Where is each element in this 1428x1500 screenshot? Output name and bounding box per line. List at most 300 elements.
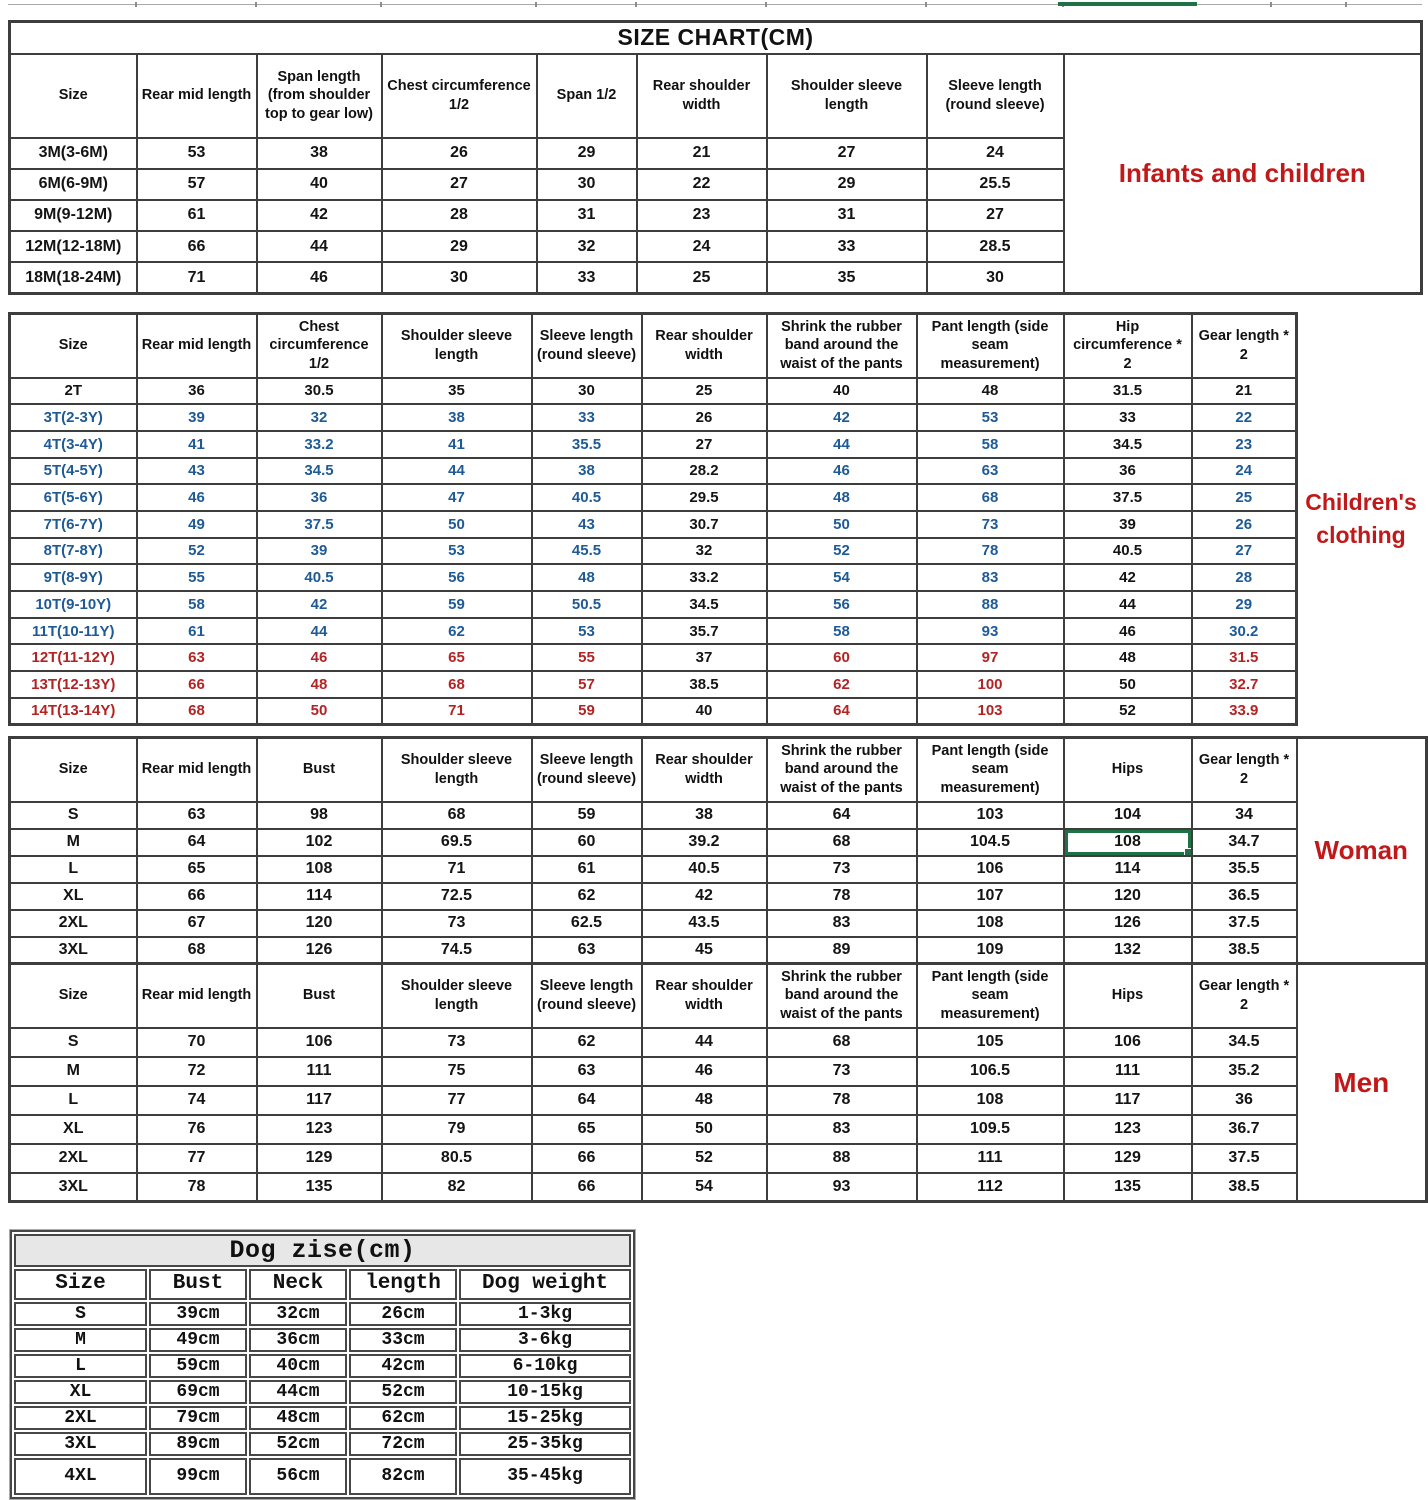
size-cell: 3M(3-6M) xyxy=(10,138,137,169)
value-cell: 79cm xyxy=(149,1406,247,1430)
value-cell: 21 xyxy=(1192,378,1297,405)
value-cell: 35-45kg xyxy=(459,1458,631,1495)
value-cell: 46 xyxy=(1064,618,1192,645)
header-row xyxy=(10,314,1297,378)
value-cell: 15-25kg xyxy=(459,1406,631,1430)
value-cell: 83 xyxy=(767,1115,917,1144)
value-cell: 63 xyxy=(532,937,642,964)
size-cell: 2XL xyxy=(10,1144,137,1173)
size-cell: 8T(7-8Y) xyxy=(10,538,137,565)
value-cell: 114 xyxy=(1064,856,1192,883)
value-cell: 106 xyxy=(917,856,1064,883)
value-cell: 53 xyxy=(532,618,642,645)
title-row xyxy=(14,1234,631,1267)
value-cell: 50 xyxy=(257,698,382,725)
size-cell: 4XL xyxy=(14,1458,147,1495)
value-cell: 29.5 xyxy=(642,484,767,511)
value-cell: 78 xyxy=(767,1086,917,1115)
value-cell: 63 xyxy=(137,644,257,671)
gridline-tick xyxy=(255,2,257,7)
size-cell: M xyxy=(10,829,137,856)
value-cell: 37.5 xyxy=(1192,910,1297,937)
header-cell: Rear shoulder width xyxy=(642,314,767,378)
value-cell: 60 xyxy=(532,829,642,856)
value-cell: 62 xyxy=(767,671,917,698)
value-cell: 106 xyxy=(1064,1028,1192,1057)
header-cell: length xyxy=(349,1269,457,1300)
header-cell: Shrink the rubber band around the waist of the pants xyxy=(767,738,917,802)
table-row xyxy=(14,1406,631,1430)
value-cell: 62cm xyxy=(349,1406,457,1430)
value-cell: 52cm xyxy=(249,1432,347,1456)
value-cell: 78 xyxy=(767,883,917,910)
value-cell: 80.5 xyxy=(382,1144,532,1173)
value-cell: 106 xyxy=(257,1028,382,1057)
value-cell: 47 xyxy=(382,484,532,511)
value-cell: 123 xyxy=(257,1115,382,1144)
table-row xyxy=(14,1302,631,1326)
value-cell: 50 xyxy=(642,1115,767,1144)
value-cell: 40.5 xyxy=(257,564,382,591)
value-cell: 62 xyxy=(382,618,532,645)
table-row xyxy=(10,856,1427,883)
value-cell: 1-3kg xyxy=(459,1302,631,1326)
size-cell: 2XL xyxy=(14,1406,147,1430)
value-cell: 56 xyxy=(767,591,917,618)
table-row xyxy=(10,671,1297,698)
header-cell: Rear mid length xyxy=(137,314,257,378)
header-cell: Sleeve length (round sleeve) xyxy=(532,964,642,1028)
gridline-tick xyxy=(535,2,537,7)
table-row xyxy=(10,1057,1427,1086)
value-cell: 42 xyxy=(642,883,767,910)
size-cell: 12M(12-18M) xyxy=(10,231,137,262)
header-cell: Shoulder sleeve length xyxy=(382,964,532,1028)
size-cell: XL xyxy=(10,1115,137,1144)
value-cell: 46 xyxy=(642,1057,767,1086)
value-cell: 41 xyxy=(137,431,257,458)
value-cell: 70 xyxy=(137,1028,257,1057)
gridline-tick xyxy=(1270,2,1272,7)
value-cell: 108 xyxy=(917,1086,1064,1115)
value-cell: 38.5 xyxy=(1192,937,1297,964)
value-cell: 46 xyxy=(137,484,257,511)
selected-cell: 108 xyxy=(1064,829,1192,856)
value-cell: 88 xyxy=(917,591,1064,618)
value-cell: 27 xyxy=(1192,538,1297,565)
value-cell: 30 xyxy=(382,262,537,293)
value-cell: 89 xyxy=(767,937,917,964)
value-cell: 25-35kg xyxy=(459,1432,631,1456)
value-cell: 44 xyxy=(1064,591,1192,618)
value-cell: 68 xyxy=(382,802,532,829)
value-cell: 59 xyxy=(532,698,642,725)
size-cell: 6T(5-6Y) xyxy=(10,484,137,511)
value-cell: 52 xyxy=(767,538,917,565)
value-cell: 73 xyxy=(767,856,917,883)
value-cell: 72 xyxy=(137,1057,257,1086)
size-cell: 18M(18-24M) xyxy=(10,262,137,293)
value-cell: 65 xyxy=(382,644,532,671)
value-cell: 3-6kg xyxy=(459,1328,631,1352)
value-cell: 48cm xyxy=(249,1406,347,1430)
table-row xyxy=(10,458,1297,485)
value-cell: 30.5 xyxy=(257,378,382,405)
value-cell: 22 xyxy=(1192,404,1297,431)
value-cell: 129 xyxy=(257,1144,382,1173)
header-cell: Pant length (side seam measurement) xyxy=(917,314,1064,378)
header-cell: Rear shoulder width xyxy=(642,964,767,1028)
value-cell: 29 xyxy=(1192,591,1297,618)
value-cell: 40 xyxy=(767,378,917,405)
value-cell: 49cm xyxy=(149,1328,247,1352)
value-cell: 104 xyxy=(1064,802,1192,829)
value-cell: 42 xyxy=(257,200,382,231)
table-row xyxy=(14,1432,631,1456)
header-cell: Rear mid length xyxy=(137,54,257,138)
value-cell: 32 xyxy=(537,231,637,262)
size-cell: XL xyxy=(10,883,137,910)
value-cell: 88 xyxy=(767,1144,917,1173)
infants-section-label: Infants and children xyxy=(1064,54,1422,294)
value-cell: 83 xyxy=(917,564,1064,591)
value-cell: 68 xyxy=(767,829,917,856)
value-cell: 59cm xyxy=(149,1354,247,1378)
size-cell: 6M(6-9M) xyxy=(10,169,137,200)
value-cell: 48 xyxy=(917,378,1064,405)
value-cell: 26 xyxy=(1192,511,1297,538)
header-cell: Span length (from shoulder top to gear low) xyxy=(257,54,382,138)
value-cell: 42cm xyxy=(349,1354,457,1378)
value-cell: 25 xyxy=(642,378,767,405)
header-row xyxy=(10,738,1427,802)
value-cell: 31.5 xyxy=(1064,378,1192,405)
value-cell: 23 xyxy=(637,200,767,231)
header-cell: Hips xyxy=(1064,964,1192,1028)
value-cell: 63 xyxy=(137,802,257,829)
size-cell: 12T(11-12Y) xyxy=(10,644,137,671)
value-cell: 73 xyxy=(917,511,1064,538)
header-cell: Size xyxy=(10,738,137,802)
table-row xyxy=(14,1380,631,1404)
gridline-tick xyxy=(135,2,137,7)
value-cell: 33.9 xyxy=(1192,698,1297,725)
table-row xyxy=(10,1028,1427,1057)
value-cell: 36.7 xyxy=(1192,1115,1297,1144)
value-cell: 62 xyxy=(532,883,642,910)
value-cell: 52 xyxy=(1064,698,1192,725)
value-cell: 66 xyxy=(137,671,257,698)
value-cell: 36.5 xyxy=(1192,883,1297,910)
value-cell: 36 xyxy=(137,378,257,405)
header-cell: Sleeve length (round sleeve) xyxy=(532,314,642,378)
value-cell: 63 xyxy=(532,1057,642,1086)
header-cell: Shrink the rubber band around the waist of the pants xyxy=(767,964,917,1028)
value-cell: 22 xyxy=(637,169,767,200)
header-cell: Sleeve length (round sleeve) xyxy=(532,738,642,802)
value-cell: 72cm xyxy=(349,1432,457,1456)
value-cell: 52 xyxy=(642,1144,767,1173)
value-cell: 34.7 xyxy=(1192,829,1297,856)
table-row xyxy=(10,910,1427,937)
value-cell: 34.5 xyxy=(257,458,382,485)
value-cell: 58 xyxy=(917,431,1064,458)
value-cell: 40 xyxy=(642,698,767,725)
value-cell: 53 xyxy=(382,538,532,565)
table-row xyxy=(10,1115,1427,1144)
value-cell: 33 xyxy=(532,404,642,431)
value-cell: 78 xyxy=(917,538,1064,565)
value-cell: 135 xyxy=(257,1173,382,1202)
value-cell: 34.5 xyxy=(642,591,767,618)
value-cell: 39 xyxy=(137,404,257,431)
header-cell: Rear shoulder width xyxy=(637,54,767,138)
value-cell: 48 xyxy=(1064,644,1192,671)
value-cell: 68 xyxy=(137,937,257,964)
value-cell: 73 xyxy=(382,910,532,937)
header-cell: Gear length * 2 xyxy=(1192,314,1297,378)
value-cell: 57 xyxy=(532,671,642,698)
size-cell: M xyxy=(14,1328,147,1352)
header-cell: Chest circumference 1/2 xyxy=(382,54,537,138)
table-row xyxy=(10,1144,1427,1173)
value-cell: 123 xyxy=(1064,1115,1192,1144)
value-cell: 40.5 xyxy=(1064,538,1192,565)
value-cell: 37.5 xyxy=(257,511,382,538)
woman-size-table xyxy=(8,736,1428,965)
table-row xyxy=(14,1458,631,1495)
size-cell: XL xyxy=(14,1380,147,1404)
value-cell: 36 xyxy=(1064,458,1192,485)
value-cell: 27 xyxy=(927,200,1064,231)
value-cell: 30 xyxy=(537,169,637,200)
size-cell: 7T(6-7Y) xyxy=(10,511,137,538)
value-cell: 24 xyxy=(927,138,1064,169)
header-cell: Pant length (side seam measurement) xyxy=(917,738,1064,802)
value-cell: 65 xyxy=(532,1115,642,1144)
value-cell: 39cm xyxy=(149,1302,247,1326)
value-cell: 60 xyxy=(767,644,917,671)
value-cell: 23 xyxy=(1192,431,1297,458)
size-cell: 3T(2-3Y) xyxy=(10,404,137,431)
men-size-table xyxy=(8,962,1428,1203)
value-cell: 50.5 xyxy=(532,591,642,618)
value-cell: 108 xyxy=(917,910,1064,937)
value-cell: 52cm xyxy=(349,1380,457,1404)
header-cell: Rear mid length xyxy=(137,964,257,1028)
value-cell: 35 xyxy=(382,378,532,405)
value-cell: 56 xyxy=(382,564,532,591)
header-cell: Shrink the rubber band around the waist of the pants xyxy=(767,314,917,378)
value-cell: 26cm xyxy=(349,1302,457,1326)
size-cell: L xyxy=(14,1354,147,1378)
value-cell: 35.2 xyxy=(1192,1057,1297,1086)
value-cell: 39 xyxy=(257,538,382,565)
value-cell: 36 xyxy=(1192,1086,1297,1115)
value-cell: 48 xyxy=(767,484,917,511)
value-cell: 55 xyxy=(137,564,257,591)
value-cell: 42 xyxy=(767,404,917,431)
value-cell: 62.5 xyxy=(532,910,642,937)
value-cell: 129 xyxy=(1064,1144,1192,1173)
value-cell: 64 xyxy=(532,1086,642,1115)
value-cell: 36 xyxy=(257,484,382,511)
value-cell: 108 xyxy=(257,856,382,883)
value-cell: 26 xyxy=(642,404,767,431)
value-cell: 27 xyxy=(382,169,537,200)
size-cell: L xyxy=(10,856,137,883)
size-cell: S xyxy=(10,802,137,829)
table-row xyxy=(14,1328,631,1352)
value-cell: 34 xyxy=(1192,802,1297,829)
value-cell: 31 xyxy=(767,200,927,231)
table-row xyxy=(10,431,1297,458)
header-cell: Rear shoulder width xyxy=(642,738,767,802)
table-row xyxy=(14,1354,631,1378)
selected-column-indicator xyxy=(1058,2,1197,6)
value-cell: 105 xyxy=(917,1028,1064,1057)
value-cell: 56cm xyxy=(249,1458,347,1495)
size-cell: 11T(10-11Y) xyxy=(10,618,137,645)
value-cell: 25 xyxy=(637,262,767,293)
value-cell: 35.5 xyxy=(1192,856,1297,883)
value-cell: 74.5 xyxy=(382,937,532,964)
header-cell: Hip circumference * 2 xyxy=(1064,314,1192,378)
value-cell: 58 xyxy=(137,591,257,618)
size-cell: 3XL xyxy=(10,937,137,964)
value-cell: 98 xyxy=(257,802,382,829)
value-cell: 32cm xyxy=(249,1302,347,1326)
header-cell: Sleeve length (round sleeve) xyxy=(927,54,1064,138)
value-cell: 37 xyxy=(642,644,767,671)
header-cell: Gear length * 2 xyxy=(1192,738,1297,802)
size-chart-title: SIZE CHART(CM) xyxy=(10,22,1422,54)
size-cell: 9T(8-9Y) xyxy=(10,564,137,591)
header-cell: Neck xyxy=(249,1269,347,1300)
value-cell: 69cm xyxy=(149,1380,247,1404)
table-row xyxy=(10,378,1297,405)
value-cell: 27 xyxy=(642,431,767,458)
value-cell: 74 xyxy=(137,1086,257,1115)
value-cell: 43 xyxy=(137,458,257,485)
value-cell: 48 xyxy=(257,671,382,698)
header-row xyxy=(10,54,1422,138)
value-cell: 57 xyxy=(137,169,257,200)
children-section-label: Children's clothing xyxy=(1305,489,1417,549)
header-cell: Pant length (side seam measurement) xyxy=(917,964,1064,1028)
value-cell: 32 xyxy=(257,404,382,431)
value-cell: 28 xyxy=(1192,564,1297,591)
header-cell: Size xyxy=(14,1269,147,1300)
value-cell: 75 xyxy=(382,1057,532,1086)
value-cell: 59 xyxy=(382,591,532,618)
value-cell: 28 xyxy=(382,200,537,231)
header-cell: Bust xyxy=(257,738,382,802)
value-cell: 79 xyxy=(382,1115,532,1144)
value-cell: 50 xyxy=(1064,671,1192,698)
value-cell: 61 xyxy=(137,618,257,645)
woman-section-label: Woman xyxy=(1297,738,1427,964)
table-row xyxy=(10,644,1297,671)
value-cell: 41 xyxy=(382,431,532,458)
size-cell: L xyxy=(10,1086,137,1115)
value-cell: 46 xyxy=(767,458,917,485)
table-row xyxy=(10,564,1297,591)
size-cell: 3XL xyxy=(10,1173,137,1202)
value-cell: 103 xyxy=(917,698,1064,725)
value-cell: 38 xyxy=(642,802,767,829)
value-cell: 45 xyxy=(642,937,767,964)
value-cell: 54 xyxy=(642,1173,767,1202)
gridline-tick xyxy=(1345,2,1347,7)
value-cell: 40.5 xyxy=(532,484,642,511)
gridline-tick xyxy=(925,2,927,7)
size-cell: 2T xyxy=(10,378,137,405)
gridline-tick xyxy=(765,2,767,7)
value-cell: 35.7 xyxy=(642,618,767,645)
value-cell: 44 xyxy=(257,231,382,262)
value-cell: 66 xyxy=(532,1173,642,1202)
value-cell: 117 xyxy=(257,1086,382,1115)
value-cell: 126 xyxy=(1064,910,1192,937)
value-cell: 64 xyxy=(767,802,917,829)
value-cell: 69.5 xyxy=(382,829,532,856)
value-cell: 39.2 xyxy=(642,829,767,856)
value-cell: 58 xyxy=(767,618,917,645)
table-row xyxy=(10,618,1297,645)
table-row xyxy=(10,591,1297,618)
header-row xyxy=(10,964,1427,1028)
value-cell: 6-10kg xyxy=(459,1354,631,1378)
value-cell: 78 xyxy=(137,1173,257,1202)
value-cell: 106.5 xyxy=(917,1057,1064,1086)
size-cell: S xyxy=(10,1028,137,1057)
value-cell: 34.5 xyxy=(1192,1028,1297,1057)
header-cell: Shoulder sleeve length xyxy=(767,54,927,138)
size-cell: S xyxy=(14,1302,147,1326)
value-cell: 52 xyxy=(137,538,257,565)
size-cell: 3XL xyxy=(14,1432,147,1456)
value-cell: 55 xyxy=(532,644,642,671)
header-row xyxy=(14,1269,631,1300)
value-cell: 54 xyxy=(767,564,917,591)
men-section-label: Men xyxy=(1297,964,1427,1202)
value-cell: 31.5 xyxy=(1192,644,1297,671)
header-cell: Shoulder sleeve length xyxy=(382,314,532,378)
value-cell: 10-15kg xyxy=(459,1380,631,1404)
value-cell: 36cm xyxy=(249,1328,347,1352)
value-cell: 109.5 xyxy=(917,1115,1064,1144)
header-cell: Hips xyxy=(1064,738,1192,802)
value-cell: 71 xyxy=(382,698,532,725)
value-cell: 112 xyxy=(917,1173,1064,1202)
value-cell: 45.5 xyxy=(532,538,642,565)
value-cell: 135 xyxy=(1064,1173,1192,1202)
value-cell: 43.5 xyxy=(642,910,767,937)
table-row xyxy=(10,1086,1427,1115)
value-cell: 103 xyxy=(917,802,1064,829)
header-cell: Size xyxy=(10,314,137,378)
children-size-table xyxy=(8,312,1298,726)
value-cell: 30.7 xyxy=(642,511,767,538)
table-row xyxy=(10,829,1427,856)
value-cell: 35 xyxy=(767,262,927,293)
value-cell: 44 xyxy=(257,618,382,645)
value-cell: 44 xyxy=(382,458,532,485)
value-cell: 38 xyxy=(532,458,642,485)
value-cell: 71 xyxy=(382,856,532,883)
value-cell: 38 xyxy=(382,404,532,431)
